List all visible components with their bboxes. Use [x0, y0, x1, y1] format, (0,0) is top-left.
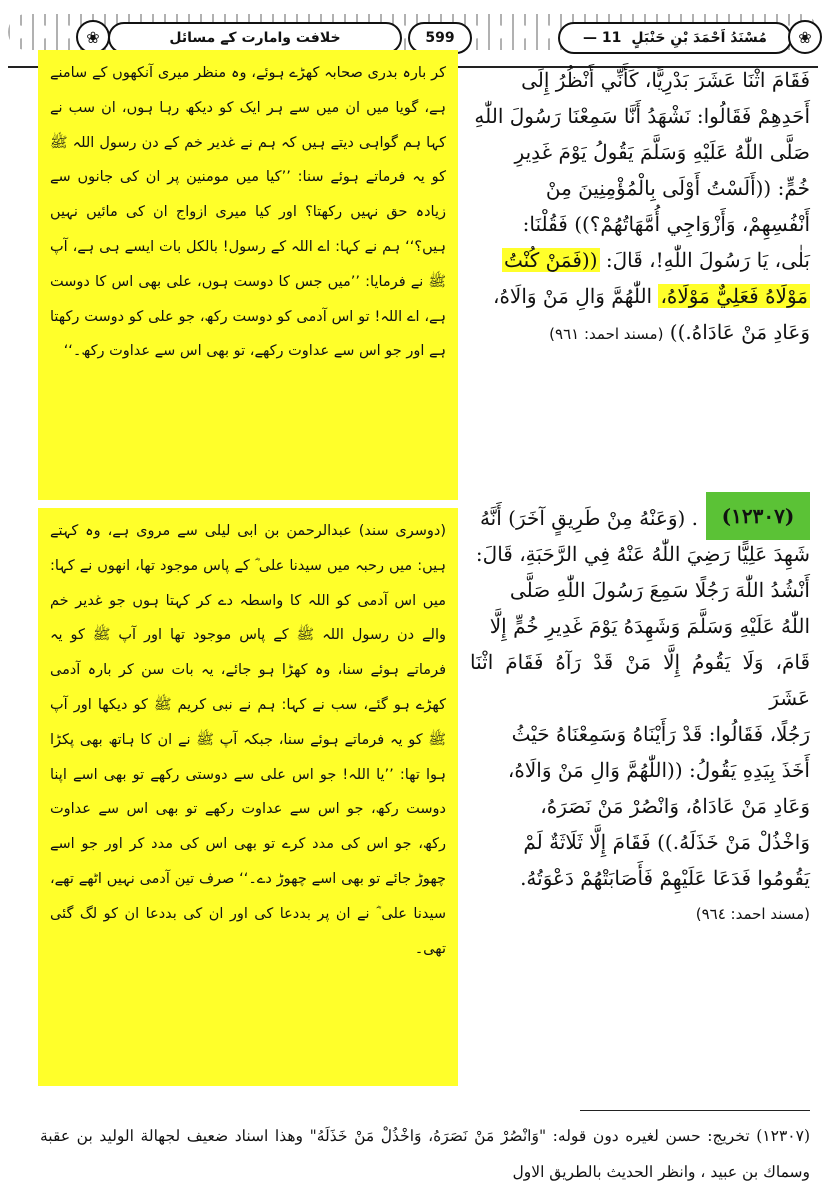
hadith-reference: (مسند احمد: ٩٦١) — [549, 325, 664, 343]
page-number: 599 — [408, 22, 472, 54]
arabic-line: قَامَ، وَلَا يَقُومُ إِلَّا مَنْ قَدْ رَآهُ فَقَامَ اثْنَا عَشَرَ — [470, 650, 810, 710]
arabic-line: أَخَذَ بِيَدِهِ يَقُولُ: ((اللّٰهُمَّ وَالِ مَنْ وَالَاهُ، — [507, 758, 810, 782]
footnote-takhrij: (١٢٣٠٧) تخريج: حسن لغيره دون قوله: "وَانْصُرْ مَنْ نَصَرَهُ، وَاخْذُلْ مَنْ خَذَلَهُ" وهذا اسناد ضعيف لجهالة الوليد بن عقبة وسماك بن عبيد ، وانظر الحديث بالطريق الاول — [40, 1127, 810, 1181]
arabic-line-text: وَعَادِ مَنْ عَادَاهُ.)) — [663, 320, 810, 344]
arabic-line: يَقُومُوا فَدَعَا عَلَيْهِمْ فَأَصَابَتْهُمْ دَعْوَتُهُ. — [520, 866, 810, 890]
ornament-left-icon: ❀ — [76, 20, 110, 54]
arabic-line: اللّٰهُ عَلَيْهِ وَسَلَّمَ وَشَهِدَهُ يَوْمَ غَدِيرِ خُمٍّ إِلَّا — [489, 614, 810, 638]
arabic-line: . (وَعَنْهُ مِنْ طَرِيقٍ آخَرَ) أَنَّهُ — [479, 506, 698, 530]
arabic-line-text: اللّٰهُمَّ وَالِ مَنْ وَالَاهُ، — [493, 284, 659, 308]
ornament-right-icon: ❀ — [788, 20, 822, 54]
arabic-line-text: بَلٰى، يَا رَسُولَ اللّٰهِ!، قَالَ: — [599, 248, 810, 272]
hadith-1-arabic — [470, 62, 810, 422]
hadith-1-urdu-translation: کر بارہ بدری صحابہ کھڑے ہوئے، وہ منظر میری آنکھوں کے سامنے ہے، گویا میں ان میں سے ہر ایک کو دیکھ رہا ہوں، ان سب نے کہا ہم گواہی دیتے ہیں کہ ہم نے غدیر خم کے دن رسول اللہ ﷺ کو یہ فرماتے ہوئے سنا: ’’کیا میں مومنین پر ان کی جانوں سے زیادہ حق نہیں رکھتا؟ اور کیا میری ازواج ان کی مائیں نہیں ہیں؟‘‘ ہم نے کہا: اے اللہ کے رسول! بالکل بات ایسے ہی ہے، آپ ﷺ نے فرمایا: ’’میں جس کا دوست ہوں، علی بھی اس کا دوست ہے، اے اللہ! تو اس آدمی کو دوست رکھ، جو علی کو دوست رکھتا ہے اور جو اس سے عداوت رکھے، تو بھی اس سے عداوت رکھ۔‘‘ — [38, 50, 458, 500]
arabic-line: صَلَّى اللّٰهُ عَلَيْهِ وَسَلَّمَ يَقُولُ يَوْمَ غَدِيرِ — [514, 140, 810, 164]
arabic-line: خُمٍّ: ((أَلَسْتُ أَوْلَى بِالْمُؤْمِنِينَ مِنْ — [545, 176, 810, 200]
book-title: مُسْنَدُ اَحْمَدَ بْنِ حَنْبَلٍ — [631, 30, 767, 46]
arabic-line: وَاخْذُلْ مَنْ خَذَلَهُ.)) فَقَامَ إِلَّا ثَلَاثَةٌ لَمْ — [523, 830, 810, 854]
arabic-line: أَحَدِهِمْ فَقَالُوا: نَشْهَدُ أَنَّا سَمِعْنَا رَسُولَ اللّٰهِ — [474, 104, 810, 128]
highlighted-phrase: ((فَمَنْ كُنْتُ — [504, 248, 598, 272]
arabic-line — [470, 314, 810, 352]
arabic-line: وَعَادِ مَنْ عَادَاهُ، وَانْصُرْ مَنْ نَصَرَهُ، — [540, 794, 810, 818]
arabic-line: شَهِدَ عَلِيًّا رَضِيَ اللّٰهُ عَنْهُ فِي الرَّحَبَةِ، قَالَ: — [475, 542, 810, 566]
arabic-line — [470, 278, 810, 314]
hadith-2-urdu-translation: (دوسری سند) عبدالرحمن بن ابی لیلی سے مروی ہے، وہ کہتے ہیں: میں رحبہ میں سیدنا علی ؓ کے پاس موجود تھا، انھوں نے کہا: میں اس آدمی کو اللہ کا واسطہ دے کر کہتا ہوں جو غدیر خم والے دن رسول اللہ ﷺ کے پاس موجود تھا اور آپ ﷺ کو یہ فرماتے ہوئے سنا، وہ کھڑا ہو جائے، یہ بات سن کر بارہ آدمی کھڑے ہو گئے، سب نے کہا: ہم نے نبی کریم ﷺ کو دیکھا اور آپ ﷺ کو یہ فرماتے ہوئے سنا، جبکہ آپ ﷺ نے ان کا ہاتھ بھی پکڑا ہوا تھا: ’’یا اللہ! جو اس علی سے دوستی رکھے تو بھی اسے اپنا دوست رکھ، جو اس سے عداوت رکھے تو بھی اس سے عداوت رکھ، جو اس کی مدد کرے تو بھی اس کی مدد کر اور جو اسے چھوڑ جائے تو بھی اسے چھوڑ دے۔‘‘ صرف تین آدمی نہیں اٹھے تھے، سیدنا علی ؓ نے ان پر بددعا کی اور ان کی بددعا ان کو لگ گئی تھی۔ — [38, 508, 458, 1086]
book-title-badge — [558, 22, 792, 54]
hadith-2-arabic — [470, 500, 810, 980]
arabic-line — [470, 242, 810, 278]
hadith-number-badge: (١٢٣٠٧) — [706, 492, 810, 540]
arabic-line: فَقَامَ اثْنَا عَشَرَ بَدْرِيًّا، كَأَنِّي أَنْظُرُ إِلَى — [521, 68, 810, 92]
volume-number: 11 — — [583, 30, 622, 46]
arabic-line: أَنْفُسِهِمْ، وَأَزْوَاجِي أُمَّهَاتُهُمْ؟)) فَقُلْنَا: — [522, 212, 810, 236]
arabic-line: أَنْشُدُ اللّٰهَ رَجُلًا سَمِعَ رَسُولَ اللّٰهِ صَلَّى — [509, 578, 810, 602]
arabic-line: رَجُلًا، فَقَالُوا: قَدْ رَأَيْنَاهُ وَسَمِعْنَاهُ حَيْثُ — [511, 722, 810, 746]
chapter-title: خلافت وامارت کے مسائل — [108, 22, 402, 54]
footnote-divider — [580, 1110, 810, 1111]
highlighted-phrase: مَوْلَاهُ فَعَلِيٌّ مَوْلَاهُ، — [660, 284, 808, 308]
hadith-reference: (مسند احمد: ٩٦٤) — [695, 905, 810, 923]
